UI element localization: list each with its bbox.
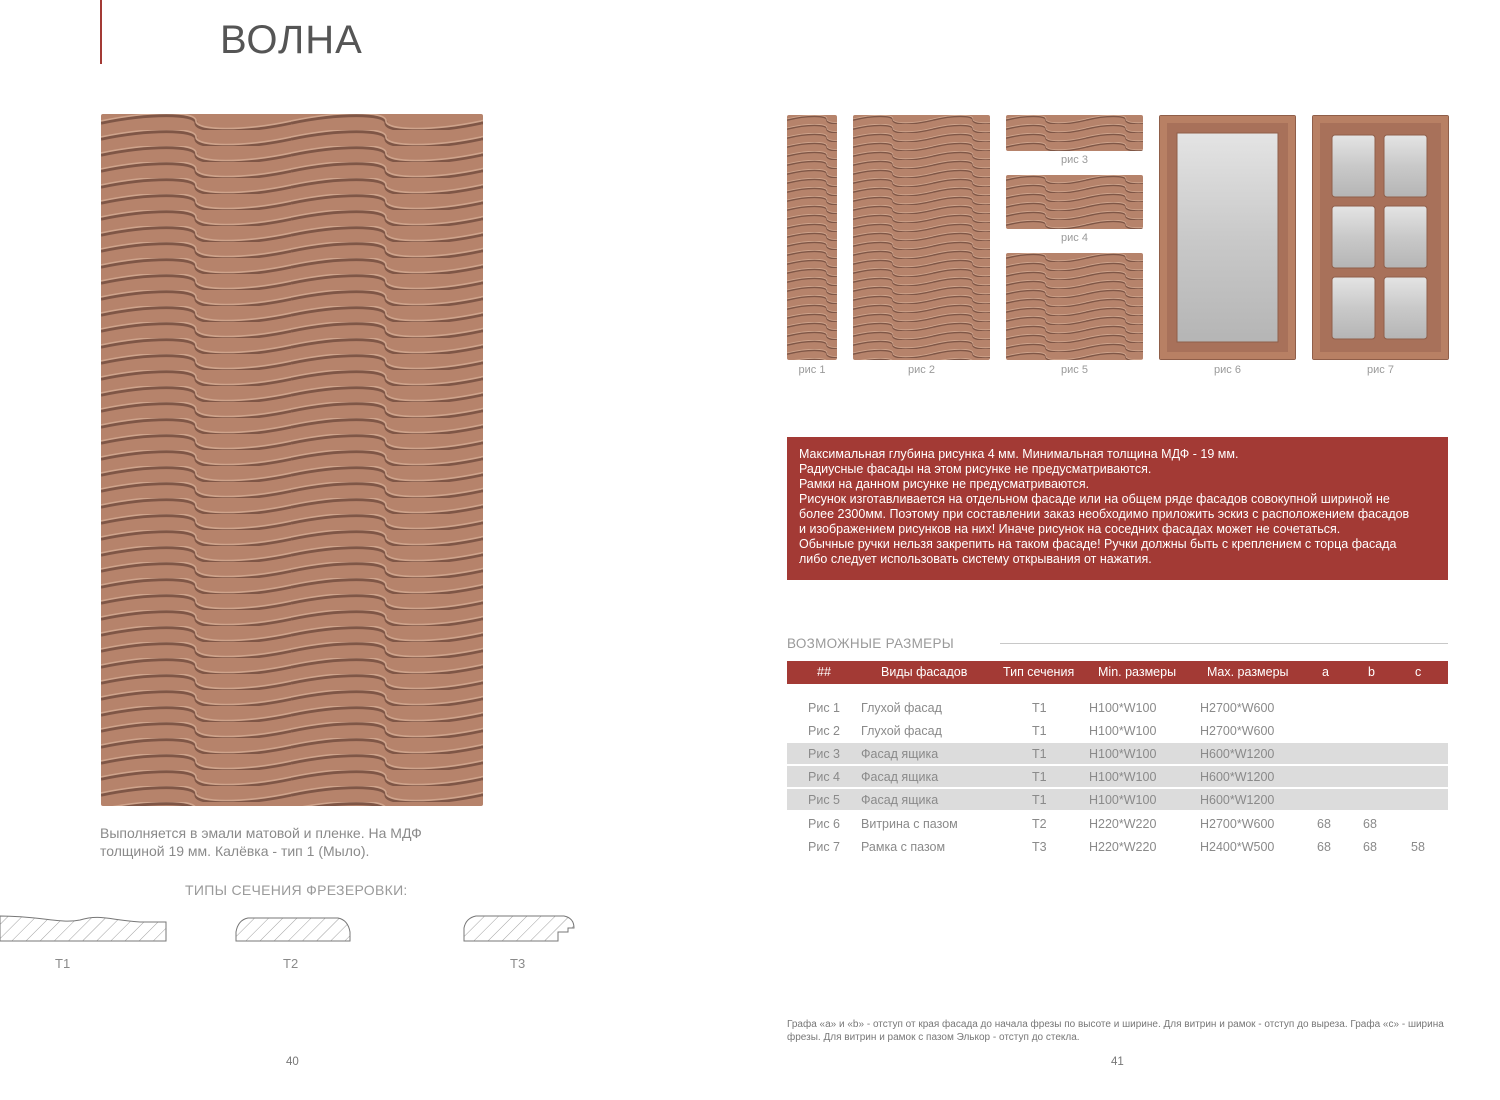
cell-b: 68: [1363, 817, 1377, 831]
cell-section: T3: [1032, 840, 1047, 854]
main-caption-line: толщиной 19 мм. Калёвка - тип 1 (Мыло).: [100, 843, 370, 859]
table-row: [787, 766, 1448, 787]
thumb-1-image: [787, 115, 837, 360]
cell-facade: Фасад ящика: [861, 770, 939, 784]
profile-t2-drawing: [234, 910, 354, 946]
thumb-7-label: рис 7: [1367, 364, 1394, 376]
cell-min: H100*W100: [1089, 724, 1157, 738]
thumb-3-image: [1006, 115, 1143, 151]
cell-number: Рис 3: [808, 747, 840, 761]
cell-max: H2700*W600: [1200, 724, 1275, 738]
thumb-2-image: [853, 115, 990, 360]
page-number-left: 40: [286, 1056, 299, 1068]
sizes-table-header: [787, 661, 1448, 684]
section-types-title: ТИПЫ СЕЧЕНИЯ ФРЕЗЕРОВКИ:: [185, 882, 408, 898]
cell-section: T1: [1032, 724, 1047, 738]
notice-box: [787, 437, 1448, 580]
main-wave-panel-image: [101, 114, 483, 806]
cell-min: H100*W100: [1089, 770, 1157, 784]
cell-number: Рис 6: [808, 817, 840, 831]
notice-line: и изображением рисунков на них! Иначе рисунок на соседних фасадах может не сочетаться.: [799, 522, 1341, 536]
cell-min: H100*W100: [1089, 701, 1157, 715]
cell-section: T1: [1032, 701, 1047, 715]
thumb-5-label: рис 5: [1061, 364, 1088, 376]
cell-number: Рис 1: [808, 701, 840, 715]
header-b: b: [1368, 665, 1375, 679]
cell-facade: Глухой фасад: [861, 701, 942, 715]
table-row: [787, 697, 1448, 718]
cell-facade: Фасад ящика: [861, 793, 939, 807]
main-caption-line: Выполняется в эмали матовой и пленке. На МДФ: [100, 825, 422, 841]
table-row: [787, 813, 1448, 834]
notice-line: Рисунок изготавливается на отдельном фасаде или на общем ряде фасадов совокупной шириной не: [799, 492, 1390, 506]
footnote-line: фрезы. Для витрин и рамок с пазом Элькор - отступ до стекла.: [787, 1031, 1080, 1043]
table-row: [787, 789, 1448, 810]
cell-a: 68: [1317, 840, 1331, 854]
cell-b: 68: [1363, 840, 1377, 854]
table-row: [787, 836, 1448, 857]
cell-max: H2700*W600: [1200, 701, 1275, 715]
sizes-title: ВОЗМОЖНЫЕ РАЗМЕРЫ: [787, 636, 954, 651]
cell-number: Рис 7: [808, 840, 840, 854]
notice-line: более 2300мм. Поэтому при составлении заказ необходимо приложить эскиз с расположением фасадов: [799, 507, 1410, 521]
notice-line: Радиусные фасады на этом рисунке не предусматриваются.: [799, 462, 1152, 476]
profile-t1-drawing: [0, 910, 170, 946]
thumb-4-label: рис 4: [1061, 232, 1088, 244]
cell-min: H100*W100: [1089, 747, 1157, 761]
thumb-6-glass-door-image: [1159, 115, 1296, 360]
header-a: a: [1322, 665, 1329, 679]
thumb-7-lattice-door-image: [1312, 115, 1449, 360]
cell-c: 58: [1411, 840, 1425, 854]
thumb-1-label: рис 1: [798, 364, 826, 376]
cell-number: Рис 5: [808, 793, 840, 807]
header-number: ##: [817, 665, 831, 679]
cell-section: T1: [1032, 793, 1047, 807]
profile-t1-label: T1: [55, 956, 71, 971]
footnote: [787, 1019, 1447, 1044]
cell-facade: Глухой фасад: [861, 724, 942, 738]
profile-t3-label: T3: [510, 956, 526, 971]
cell-number: Рис 2: [808, 724, 840, 738]
cell-max: H2400*W500: [1200, 840, 1275, 854]
thumb-2-label: рис 2: [908, 364, 935, 376]
thumb-6-label: рис 6: [1214, 364, 1241, 376]
header-c: c: [1415, 665, 1422, 679]
main-caption: [100, 824, 460, 860]
table-row: [787, 720, 1448, 741]
notice-line: Рамки на данном рисунке не предусматриваются.: [799, 477, 1090, 491]
accent-line: [100, 0, 102, 64]
thumb-5-image: [1006, 253, 1143, 360]
header-section-type: Тип сечения: [1003, 665, 1075, 679]
table-row: [787, 743, 1448, 764]
cell-max: H2700*W600: [1200, 817, 1275, 831]
cell-section: T1: [1032, 770, 1047, 784]
cell-min: H100*W100: [1089, 793, 1157, 807]
profile-t3-drawing: [462, 910, 582, 946]
cell-facade: Витрина с пазом: [861, 817, 958, 831]
cell-section: T1: [1032, 747, 1047, 761]
header-max-size: Max. размеры: [1207, 665, 1289, 679]
profile-t2-label: T2: [283, 956, 299, 971]
header-min-size: Min. размеры: [1098, 665, 1177, 679]
cell-max: H600*W1200: [1200, 770, 1275, 784]
cell-max: H600*W1200: [1200, 793, 1275, 807]
notice-line: Обычные ручки нельзя закрепить на таком фасаде! Ручки должны быть с креплением с торца фасада: [799, 537, 1397, 551]
footnote-line: Графа «a» и «b» - отступ от края фасада до начала фрезы по высоте и ширине. Для витрин и рамок - отступ до выреза. Графа «c» - ширина: [787, 1019, 1444, 1030]
cell-min: H220*W220: [1089, 817, 1157, 831]
cell-section: T2: [1032, 817, 1047, 831]
cell-facade: Рамка с пазом: [861, 840, 946, 854]
page-title: ВОЛНА: [220, 18, 363, 62]
header-facade-type: Виды фасадов: [881, 665, 968, 679]
cell-number: Рис 4: [808, 770, 840, 784]
notice-line: Максимальная глубина рисунка 4 мм. Минимальная толщина МДФ - 19 мм.: [799, 447, 1239, 461]
cell-facade: Фасад ящика: [861, 747, 939, 761]
cell-a: 68: [1317, 817, 1331, 831]
thumb-4-image: [1006, 175, 1143, 229]
notice-line: либо следует использовать систему открывания от нажатия.: [799, 552, 1152, 566]
thumb-3-label: рис 3: [1061, 154, 1088, 166]
page-number-right: 41: [1111, 1056, 1124, 1068]
cell-min: H220*W220: [1089, 840, 1157, 854]
cell-max: H600*W1200: [1200, 747, 1275, 761]
sizes-divider: [1000, 643, 1448, 644]
